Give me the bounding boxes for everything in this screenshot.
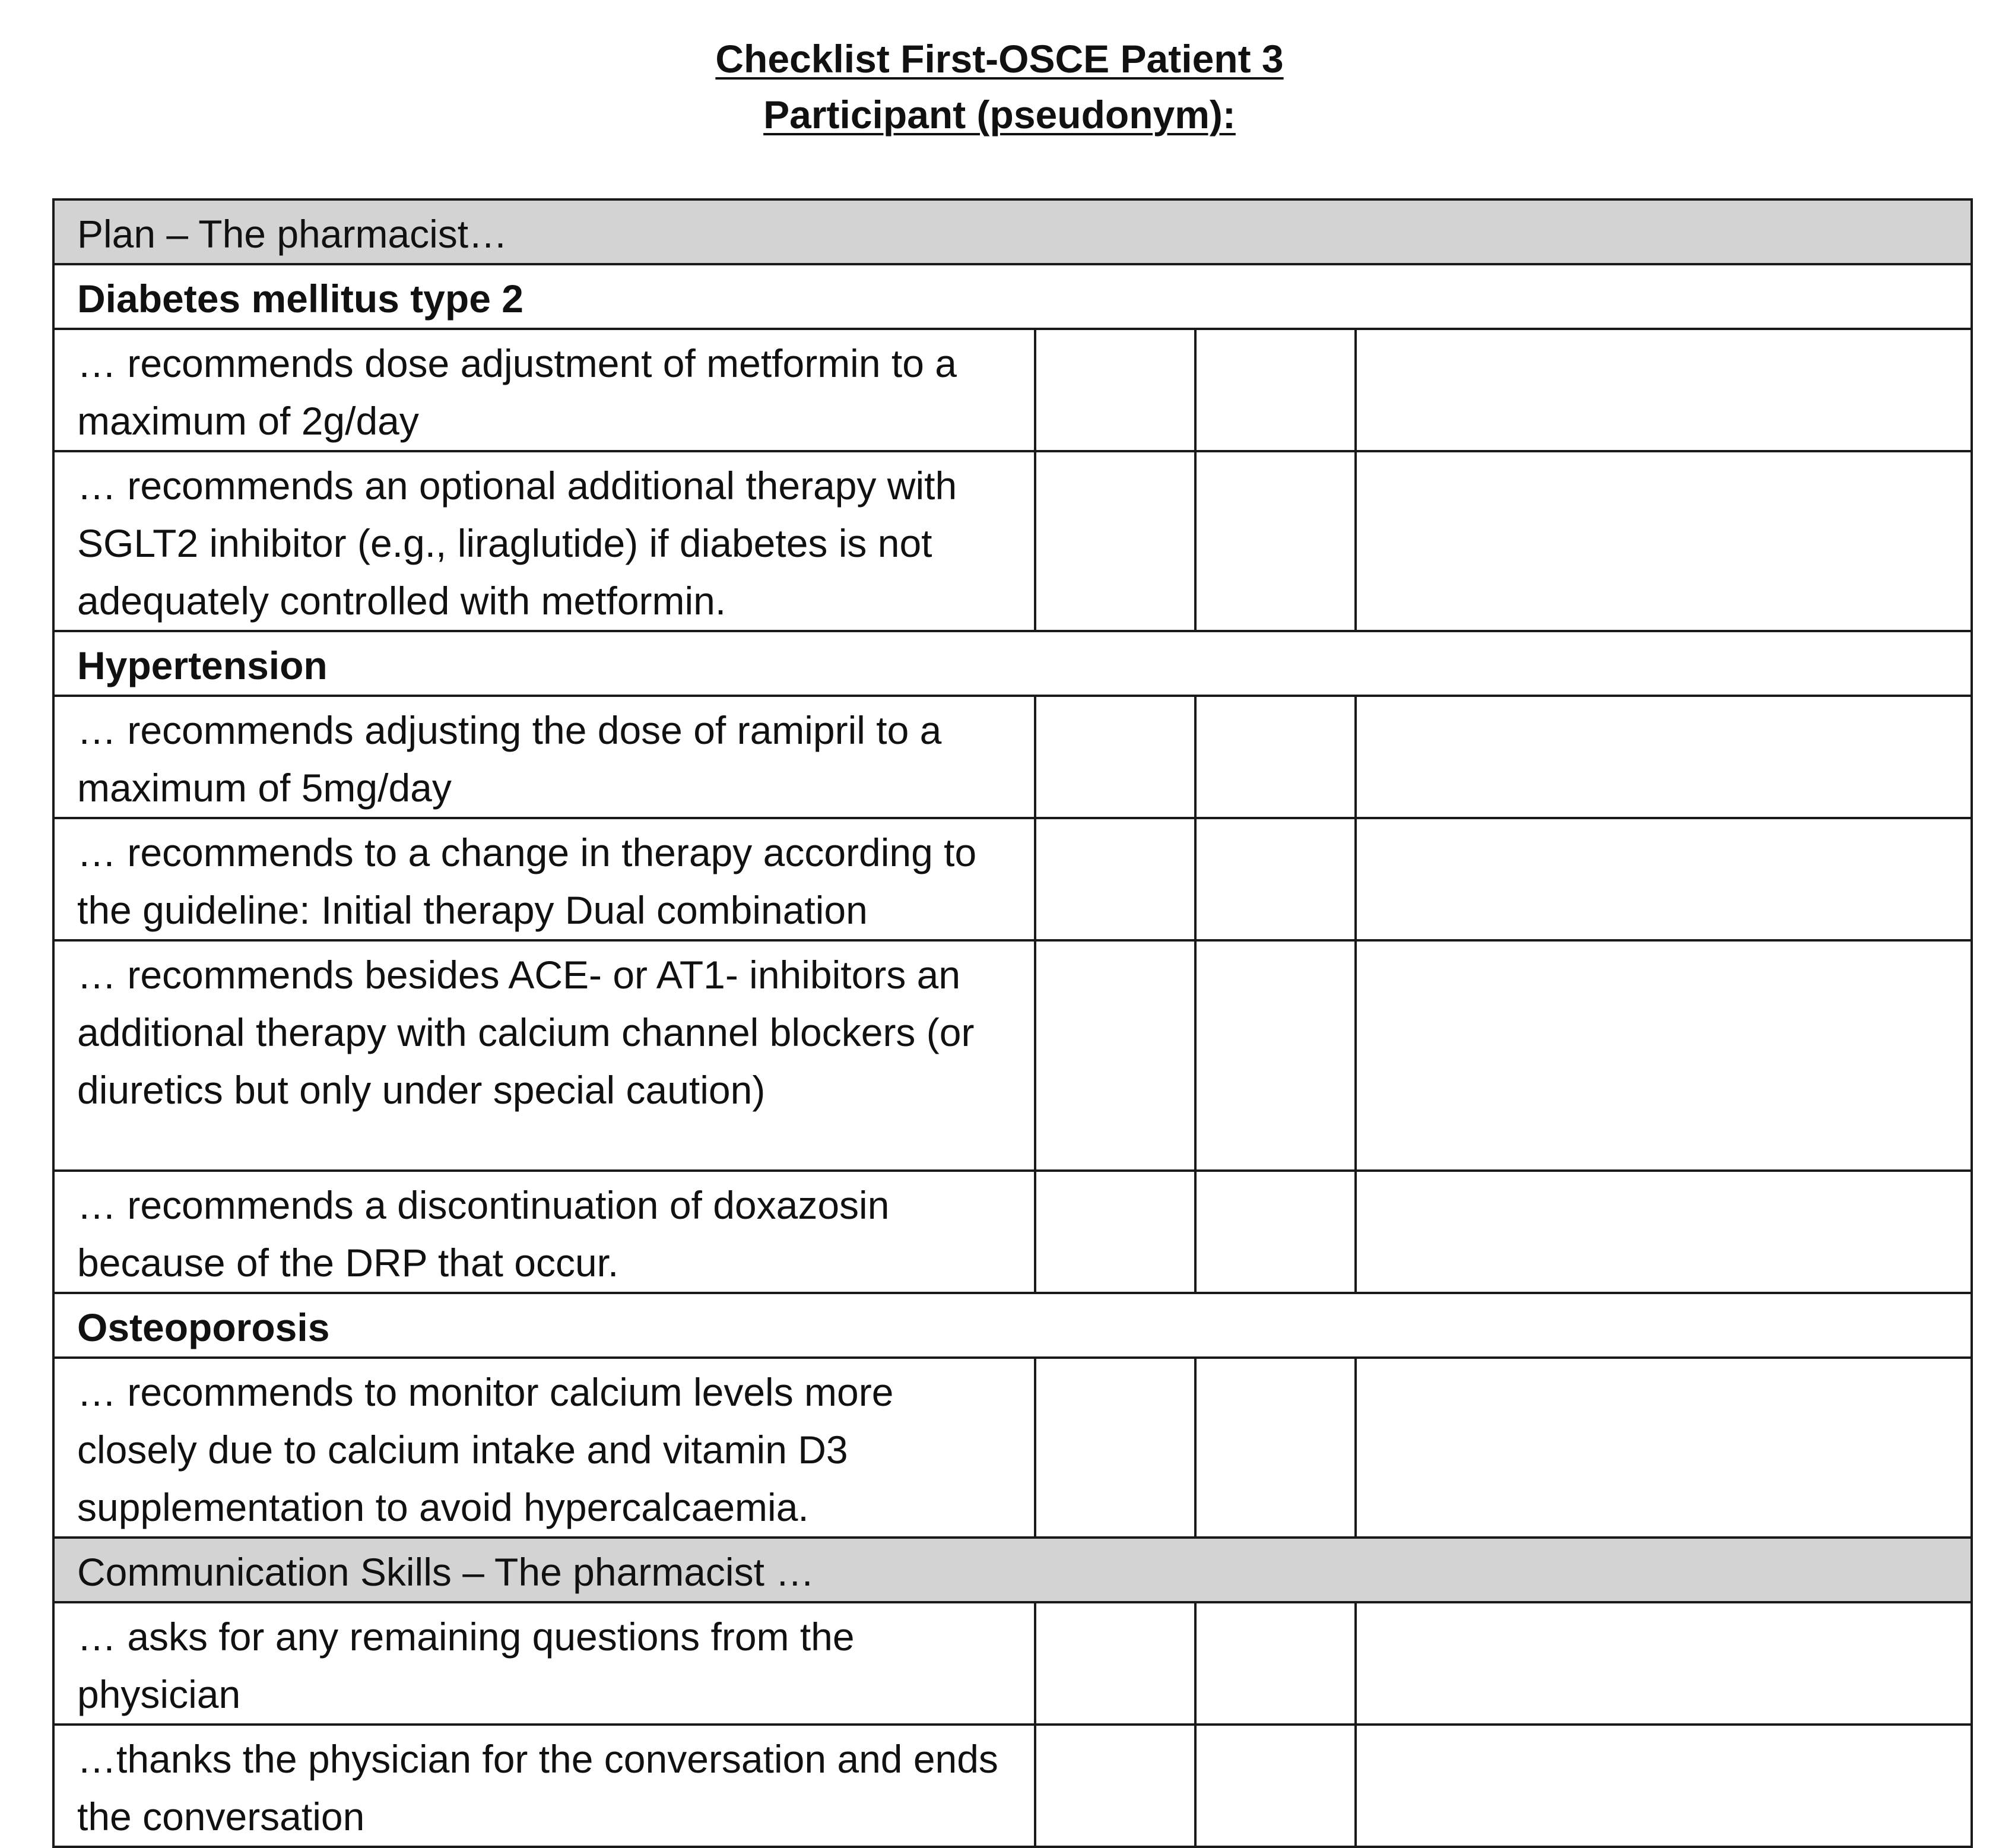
checklist-item-text: … recommends to monitor calcium levels more closely due to calcium intake and vitamin D3 supplementation to avoid hypercalcaemia.: [53, 1358, 1035, 1538]
rating-cell-2[interactable]: [1195, 940, 1356, 1171]
checklist-item-row: [53, 451, 1972, 631]
rating-cell-1[interactable]: [1035, 1602, 1195, 1725]
checklist-item-text: … recommends to a change in therapy according to the guideline: Initial therapy Dual combination: [53, 818, 1035, 940]
rating-cell-2[interactable]: [1195, 818, 1356, 940]
checklist-table: [52, 198, 1973, 1848]
rating-cell-1[interactable]: [1035, 1725, 1195, 1847]
rating-cell-1[interactable]: [1035, 1171, 1195, 1293]
checklist-item-row: [53, 940, 1972, 1171]
rating-cell-2[interactable]: [1195, 696, 1356, 818]
rating-cell-2[interactable]: [1195, 329, 1356, 451]
comment-cell[interactable]: [1356, 1171, 1972, 1293]
osteoporosis-heading: Osteoporosis: [53, 1293, 1972, 1358]
comment-cell[interactable]: [1356, 940, 1972, 1171]
diabetes-heading: Diabetes mellitus type 2: [53, 264, 1972, 329]
checklist-item-row: [53, 1358, 1972, 1538]
comment-cell[interactable]: [1356, 1602, 1972, 1725]
comment-cell[interactable]: [1356, 818, 1972, 940]
checklist-item-row: [53, 1725, 1972, 1847]
rating-cell-1[interactable]: [1035, 451, 1195, 631]
comment-cell[interactable]: [1356, 696, 1972, 818]
comment-cell[interactable]: [1356, 1358, 1972, 1538]
plan-section-label: Plan – The pharmacist…: [53, 199, 1972, 264]
participant-label: Participant (pseudonym):: [763, 93, 1236, 137]
checklist-item-text: … recommends besides ACE- or AT1- inhibitors an additional therapy with calcium channel blockers (or diuretics but only under special caution): [53, 940, 1035, 1171]
checklist-title: Checklist First-OSCE Patient 3: [715, 37, 1284, 81]
comment-cell[interactable]: [1356, 329, 1972, 451]
rating-cell-2[interactable]: [1195, 1358, 1356, 1538]
checklist-item-text: … recommends a discontinuation of doxazosin because of the DRP that occur.: [53, 1171, 1035, 1293]
rating-cell-1[interactable]: [1035, 1358, 1195, 1538]
rating-cell-2[interactable]: [1195, 1602, 1356, 1725]
rating-cell-1[interactable]: [1035, 940, 1195, 1171]
checklist-item-row: [53, 329, 1972, 451]
rating-cell-1[interactable]: [1035, 329, 1195, 451]
subheading-row: [53, 264, 1972, 329]
checklist-item-text: … recommends dose adjustment of metformin to a maximum of 2g/day: [53, 329, 1035, 451]
checklist-item-text: … recommends adjusting the dose of ramipril to a maximum of 5mg/day: [53, 696, 1035, 818]
checklist-item-text: … recommends an optional additional therapy with SGLT2 inhibitor (e.g., liraglutide) if diabetes is not adequately controlled with metformin.: [53, 451, 1035, 631]
rating-cell-1[interactable]: [1035, 818, 1195, 940]
document-header: [0, 31, 1999, 142]
checklist-item-text: …thanks the physician for the conversation and ends the conversation: [53, 1725, 1035, 1847]
checklist-item-row: [53, 818, 1972, 940]
section-header-row: [53, 1538, 1972, 1602]
rating-cell-1[interactable]: [1035, 696, 1195, 818]
checklist-item-row: [53, 1602, 1972, 1725]
checklist-item-text: … asks for any remaining questions from the physician: [53, 1602, 1035, 1725]
rating-cell-2[interactable]: [1195, 1725, 1356, 1847]
communication-section-label: Communication Skills – The pharmacist …: [53, 1538, 1972, 1602]
comment-cell[interactable]: [1356, 1725, 1972, 1847]
comment-cell[interactable]: [1356, 451, 1972, 631]
hypertension-heading: Hypertension: [53, 631, 1972, 696]
subheading-row: [53, 1293, 1972, 1358]
checklist-item-row: [53, 696, 1972, 818]
rating-cell-2[interactable]: [1195, 1171, 1356, 1293]
section-header-row: [53, 199, 1972, 264]
checklist-item-row: [53, 1171, 1972, 1293]
rating-cell-2[interactable]: [1195, 451, 1356, 631]
subheading-row: [53, 631, 1972, 696]
